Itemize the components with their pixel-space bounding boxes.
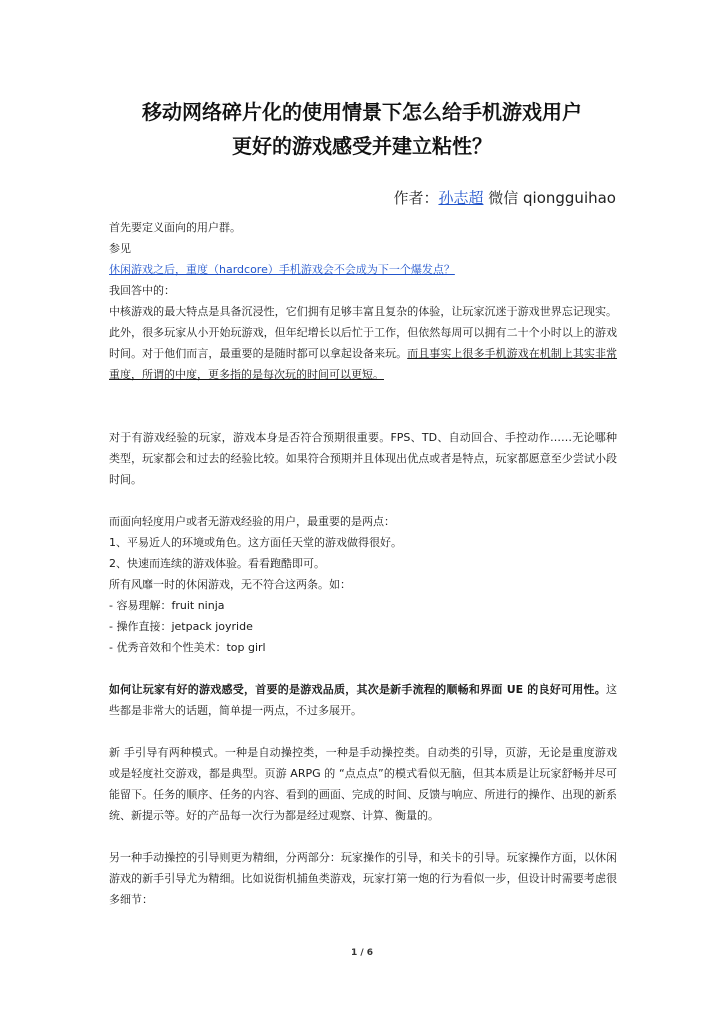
- page-title-line-1: 移动网络碎片化的使用情景下怎么给手机游戏用户: [142, 100, 582, 124]
- author-prefix: 作者：: [393, 189, 439, 207]
- paragraph: 而面向轻度用户或者无游戏经验的用户，最重要的是两点：: [109, 515, 395, 528]
- quoted-text: 中核游戏的最大特点是具备沉浸性，它们拥有足够丰富且复杂的体验，让玩家沉迷于游戏世界忘记现实。此外，很多玩家从小开始玩游戏，但年纪增长以后忙于工作，但依然每周可以拥有二十个小时以上的游戏时间。对于他们而言，最重要的是随时都可以拿起设备来玩。: [109, 305, 617, 360]
- bold-text: 如何让玩家有好的游戏感受，首要的是游戏品质，其次是新手流程的顺畅和界面 UE 的良好可用性。: [109, 683, 606, 696]
- paragraph: 我回答中的：: [109, 284, 175, 297]
- author-name-link[interactable]: 孙志超: [438, 189, 484, 207]
- list-item: - 容易理解：fruit ninja: [109, 599, 225, 612]
- paragraph: 首先要定义面向的用户群。: [109, 221, 241, 234]
- reference-link[interactable]: 休闲游戏之后，重度（hardcore）手机游戏会不会成为下一个爆发点？: [109, 263, 455, 276]
- list-item: - 优秀音效和个性美术：top girl: [109, 641, 266, 654]
- quoted-paragraph: [109, 301, 617, 385]
- author-wechat: 微信 qiongguihao: [488, 189, 616, 207]
- list-item: 2、快速而连续的游戏体验。看看跑酷即可。: [109, 557, 325, 570]
- author-line: [393, 186, 616, 210]
- document-body: [109, 217, 617, 910]
- paragraph: 对于有游戏经验的玩家，游戏本身是否符合预期很重要。FPS、TD、自动回合、手控动作……无论哪种类型，玩家都会和过去的经验比较。如果符合预期并且体现出优点或者是特点，玩家都愿意至少尝试小段时间。: [109, 431, 617, 486]
- page-number: 1 / 6: [350, 948, 374, 958]
- list-item: - 操作直接：jetpack joyride: [109, 620, 253, 633]
- paragraph: 所有风靡一时的休闲游戏，无不符合这两条。如：: [109, 578, 351, 591]
- plain-text: 这些都是非常大的话题，简单提一两点，不过多展开。: [109, 683, 617, 717]
- paragraph: [109, 679, 617, 721]
- underlined-text: 而且事实上很多手机游戏在机制上其实非常重度，所谓的中度，更多指的是每次玩的时间可以更短。: [109, 347, 618, 381]
- page-title-line-2: 更好的游戏感受并建立粘性？: [232, 134, 492, 158]
- paragraph: 新 手引导有两种模式。一种是自动操控类，一种是手动操控类。自动类的引导，页游，无论是重度游戏或是轻度社交游戏，都是典型。页游 ARPG 的 “点点点”的模式看似无脑，但其本质是让玩家舒畅并尽可能留下。任务的顺序、任务的内容、看到的画面、完成的时间、反馈与响应、所进行的操作、出现的新系 统、新提示等。好的产品每一次行为都是经过观察、计算、衡量的。: [109, 746, 617, 822]
- list-item: 1、平易近人的环境或角色。这方面任天堂的游戏做得很好。: [109, 536, 402, 549]
- paragraph: 另一种手动操控的引导则更为精细，分两部分：玩家操作的引导，和关卡的引导。玩家操作方面，以休闲游戏的新手引导尤为精细。比如说街机捕鱼类游戏，玩家打第一炮的行为看似一步，但设计时需要考虑很多细节：: [109, 851, 617, 906]
- paragraph: 参见: [109, 242, 131, 255]
